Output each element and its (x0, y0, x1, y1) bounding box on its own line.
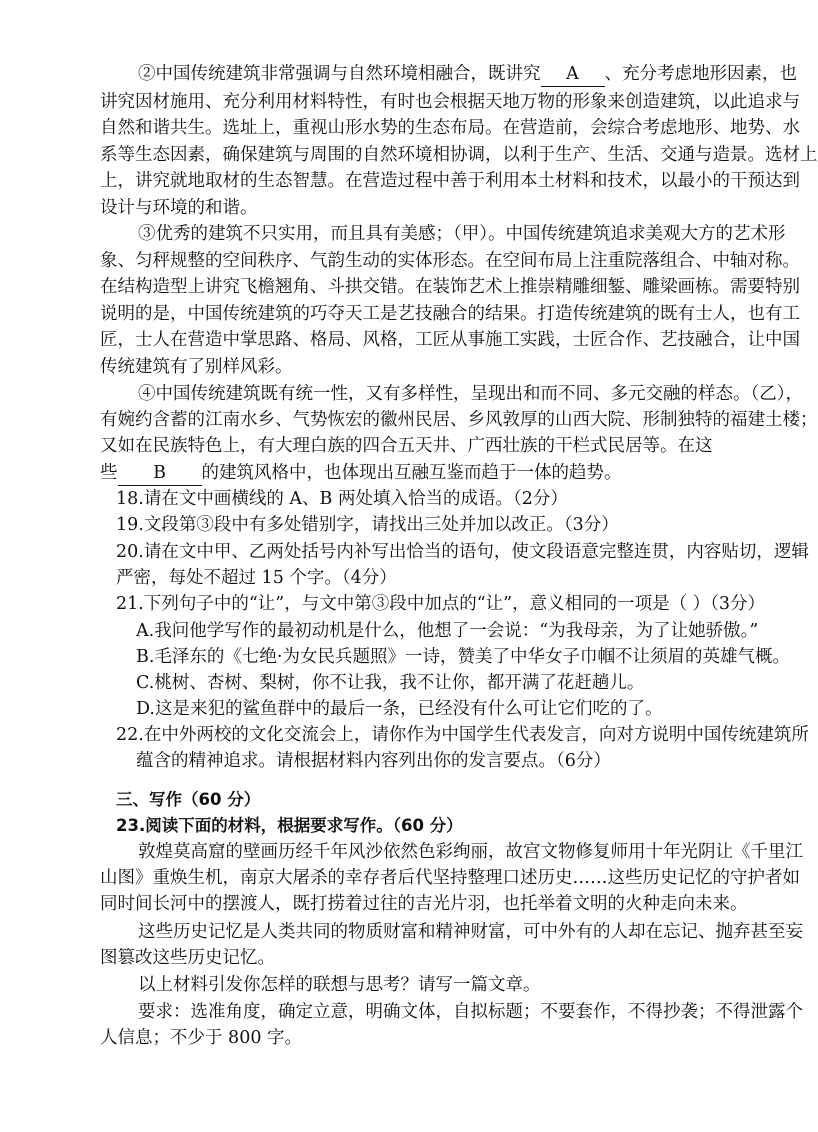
passage-line: 系等生态因素，确保建筑与周围的自然环境相协调，以利于生产、生活、交通与造景。选材上 (100, 145, 818, 165)
passage-line: 有婉约含蓄的江南水乡、气势恢宏的徽州民居、乡风敦厚的山西大院、形制独特的福建土楼； (100, 410, 818, 430)
material-line: 敦煌莫高窟的壁画历经千年风沙依然色彩绚丽，故宫文物修复师用十年光阴让《千里江 (138, 842, 803, 862)
requirements-line: 人信息；不少于 800 字。 (100, 1028, 303, 1048)
question-22: 22.在中外两校的文化交流会上，请你作为中国学生代表发言，向对方说明中国传统建筑所 (116, 725, 809, 745)
passage-line: ④中国传统建筑既有统一性，又有多样性，呈现出和而不同、多元交融的样态。（乙）， (138, 384, 803, 404)
passage-line: 些 B 的建筑风格中，也体现出互融互鉴而趋于一体的趋势。 (100, 461, 750, 485)
question-21: 21.下列句子中的“让”，与文中第③段中加点的“让”，意义相同的一项是（ ）（3分） (116, 594, 766, 614)
blank-b: B (118, 461, 202, 486)
material-line: 图篡改这些历史记忆。 (100, 948, 275, 968)
passage-line: 讲究因材施用、充分利用材料特性，有时也会根据天地万物的形象来创造建筑，以此追求与 (100, 92, 800, 112)
option-b: B.毛泽东的《七绝·为女民兵题照》一诗，赞美了中华女子巾帼不让须眉的英雄气概。 (136, 647, 790, 667)
passage-line: 自然和谐共生。选址上，重视山形水势的生态布局。在营造前，会综合考虑地形、地势、水 (100, 118, 800, 138)
passage-line: 象、匀秤规整的空间秩序、气韵生动的实体形态。在空间布局上注重院落组合、中轴对称。 (100, 251, 800, 271)
passage-line: 设计与环境的和谐。 (100, 198, 258, 218)
material-line: 山图》重焕生机，南京大屠杀的幸存者后代坚持整理口述历史……这些历史记忆的守护者如 (100, 868, 800, 888)
material-line: 同时间长河中的摆渡人，既打捞着过往的吉光片羽，也托举着文明的火种走向未来。 (100, 894, 748, 914)
passage-line: 说明的是，中国传统建筑的巧夺天工是艺技融合的结果。打造传统建筑的既有士人，也有工 (100, 304, 800, 324)
question-22-cont: 蕴含的精神追求。请根据材料内容列出你的发言要点。（6分） (136, 751, 611, 771)
section-title-writing: 三、写作（60 分） (116, 790, 261, 809)
question-18: 18.请在文中画横线的 A、B 两处填入恰当的成语。（2分） (116, 489, 568, 509)
question-20: 20.请在文中甲、乙两处括号内补写出恰当的语句，使文段语意完整连贯，内容贴切，逻辑 (116, 542, 809, 562)
option-a: A.我问他学写作的最初动机是什么，他想了一会说：“为我母亲，为了让她骄傲。” (136, 621, 759, 641)
passage-line: 在结构造型上讲究飞檐翘角、斗拱交错。在装饰艺术上推崇精雕细錾、雕梁画栋。需要特别 (100, 277, 800, 297)
passage-line: 上，讲究就地取材的生态智慧。在营造过程中善于利用本土材料和技术，以最小的干预达到 (100, 171, 800, 191)
question-20-cont: 严密，每处不超过 15 个字。（4分） (116, 568, 397, 588)
question-23: 23.阅读下面的材料，根据要求写作。（60 分） (116, 816, 463, 835)
question-19: 19.文段第③段中有多处错别字，请找出三处并加以改正。（3分） (116, 515, 619, 535)
passage-line: 匠，士人在营造中掌思路、格局、风格，工匠从事施工实践，士匠合作、艺技融合，让中国 (100, 330, 800, 350)
passage-line: ②中国传统建筑非常强调与自然环境相融合，既讲究 A 、充分考虑地形因素，也 (138, 62, 750, 86)
passage-line: ③优秀的建筑不只实用，而且具有美感；（甲）。中国传统建筑追求美观大方的艺术形 (138, 224, 786, 244)
option-d: D.这是来犯的鲨鱼群中的最后一条，已经没有什么可让它们吃的了。 (136, 699, 663, 719)
requirements-line: 要求：选准角度，确定立意，明确文体，自拟标题；不要套作，不得抄袭；不得泄露个 (138, 1002, 803, 1022)
material-line: 这些历史记忆是人类共同的物质财富和精神财富，可中外有的人却在忘记、抛弃甚至妄 (138, 922, 803, 942)
prompt-line: 以上材料引发你怎样的联想与思考？请写一篇文章。 (138, 975, 541, 995)
passage-line: 传统建筑有了别样风彩。 (100, 357, 293, 377)
blank-a: A (541, 62, 605, 87)
option-c: C.桃树、杏树、梨树，你不让我，我不让你，都开满了花赶趟儿。 (136, 673, 645, 693)
passage-line: 又如在民族特色上，有大理白族的四合五天井、广西壮族的干栏式民居等。在这 (100, 436, 713, 456)
